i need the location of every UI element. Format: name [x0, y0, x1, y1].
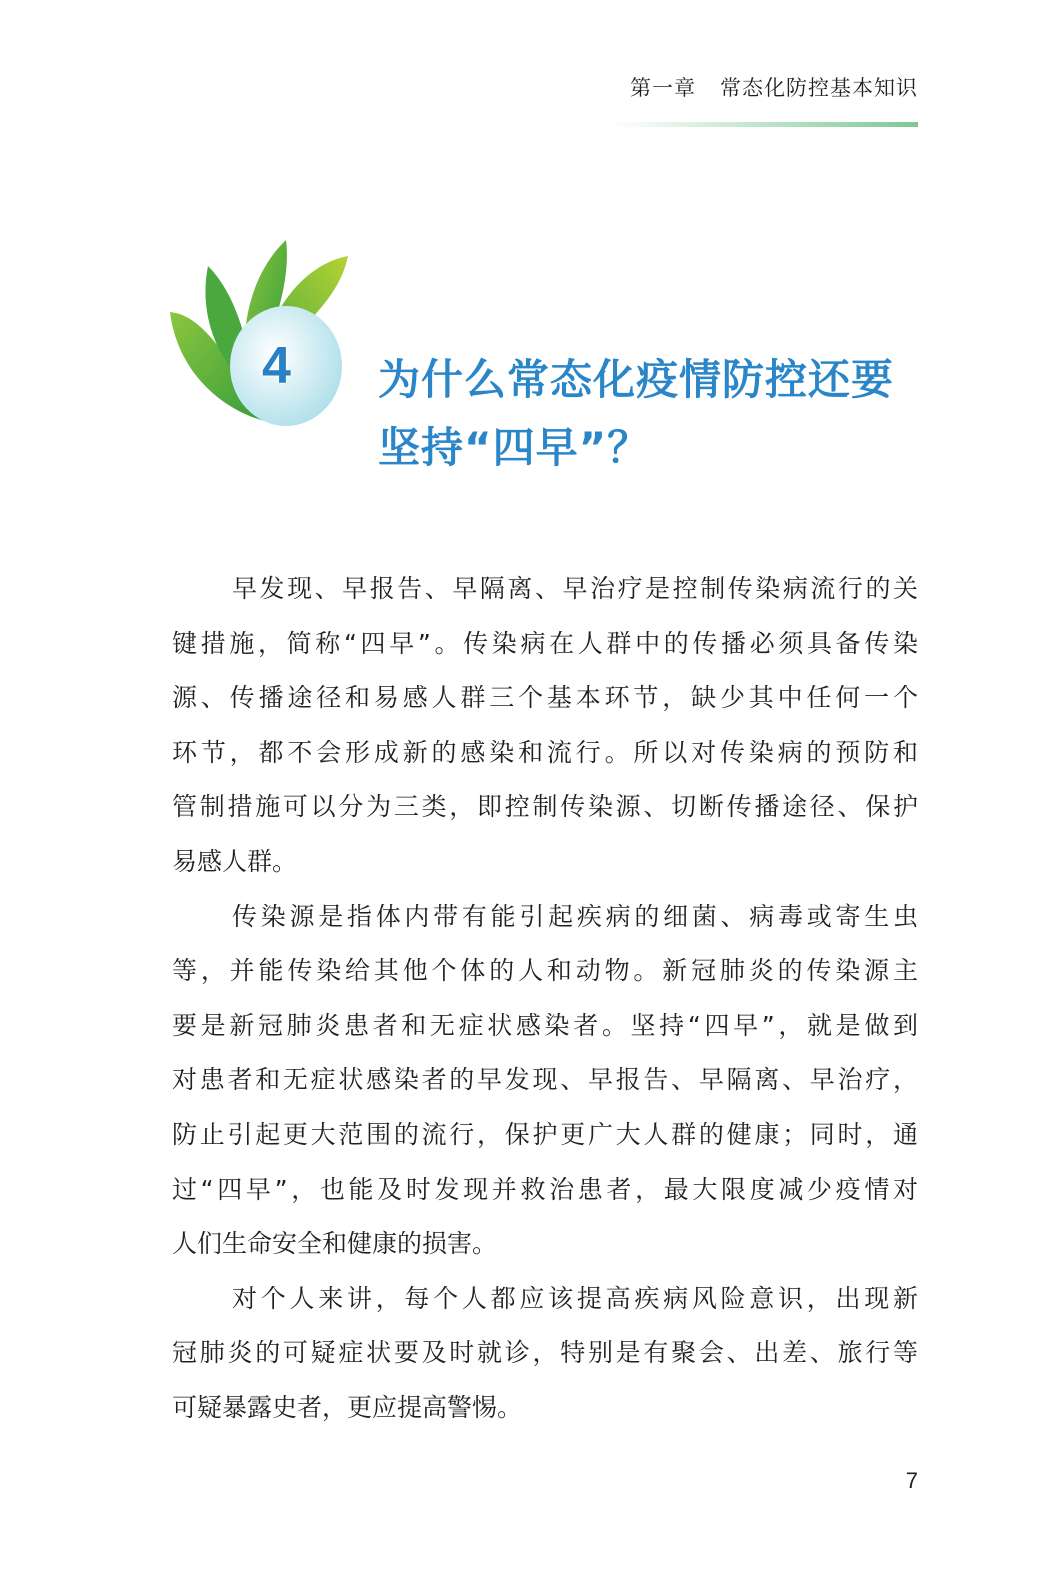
header-rule: [612, 122, 918, 127]
section-title: [378, 346, 894, 482]
paragraph-line: 易感人群。: [172, 846, 298, 876]
paragraph-line: 人们生命安全和健康的损害。: [172, 1229, 498, 1259]
body-text: [172, 562, 918, 1436]
chapter-label: 第一章: [630, 76, 696, 100]
chapter-title: 常态化防控基本知识: [720, 76, 918, 100]
page-number: 7: [905, 1468, 918, 1493]
paragraph-line: 传染源是指体内带有能引起疾病的细菌、病毒或寄生虫: [232, 901, 918, 931]
running-header: [630, 72, 918, 102]
paragraph-line: 等，并能传染给其他个体的人和动物。新冠肺炎的传染源主: [172, 956, 918, 986]
title-line: 坚持“四早”？: [378, 423, 651, 472]
paragraph-line: 冠肺炎的可疑症状要及时就诊，特别是有聚会、出差、旅行等: [172, 1338, 918, 1368]
paragraph: [172, 890, 918, 1272]
title-line: 为什么常态化疫情防控还要: [378, 355, 895, 404]
paragraph-line: 过“四早”，也能及时发现并救治患者，最大限度减少疫情对: [172, 1174, 918, 1204]
paragraph-line: 源、传播途径和易感人群三个基本环节，缺少其中任何一个: [172, 683, 918, 713]
paragraph-line: 早发现、早报告、早隔离、早治疗是控制传染病流行的关: [232, 574, 918, 603]
paragraph-line: 可疑暴露史者，更应提高警惕。: [172, 1392, 523, 1422]
paragraph-line: 要是新冠肺炎患者和无症状感染者。坚持“四早”，就是做到: [172, 1010, 918, 1040]
paragraph-line: 防止引起更大范围的流行，保护更广大人群的健康；同时，通: [172, 1119, 918, 1149]
paragraph: [172, 1272, 918, 1436]
paragraph-line: 管制措施可以分为三类，即控制传染源、切断传播途径、保护: [172, 792, 918, 822]
section-number: 4: [262, 337, 291, 395]
leaf-emblem-icon: [168, 236, 353, 428]
paragraph: [172, 562, 918, 890]
paragraph-line: 对患者和无症状感染者的早发现、早报告、早隔离、早治疗，: [172, 1065, 918, 1095]
paragraph-line: 对个人来讲，每个人都应该提高疾病风险意识，出现新: [232, 1283, 918, 1313]
paragraph-line: 键措施，简称“四早”。传染病在人群中的传播必须具备传染: [172, 628, 918, 658]
paragraph-line: 环节，都不会形成新的感染和流行。所以对传染病的预防和: [172, 737, 918, 767]
